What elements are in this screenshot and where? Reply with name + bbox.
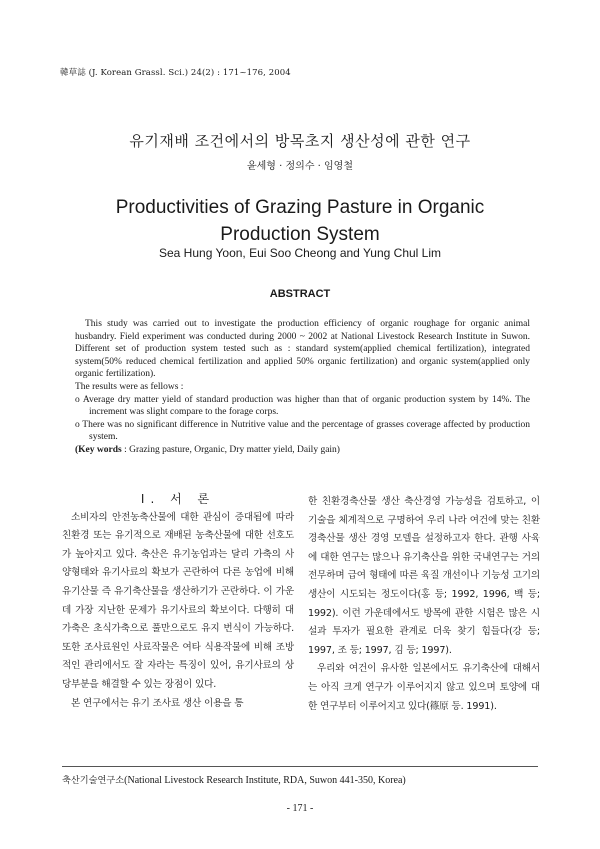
keywords [75,444,530,457]
journal-citation: 韓草誌 (J. Korean Grassl. Sci.) 24(2) : 171~176, 2004 [60,68,291,78]
abstract-result-item: o Average dry matter yield of standard production was higher than that of organic production system by 14%. The increment was slight compare to the forage corps. [75,394,530,418]
page-number: - 171 - [286,803,314,814]
korean-title: 유기재배 조건에서의 방목초지 생산성에 관한 연구 [129,132,471,150]
korean-authors: 윤세형 · 정의수 · 임영철 [246,161,353,172]
abstract-heading: ABSTRACT [269,288,331,300]
affiliation-korean: 축산기술연구소 [62,775,125,786]
keywords-text: : Grazing pasture, Organic, Dry matter yield, Daily gain) [121,444,340,455]
body-paragraph: 소비자의 안전농축산물에 대한 관심이 증대됨에 따라 친환경 또는 유기적으로 재배된 농축산물에 대한 선호도가 높아지고 있다. 축산은 유기농업과는 달리 가축의 사양형태와 유기사료의 확보가 곤란하여 다른 농업에 비해 유기산물 즉 유기축산물을 생산하기가 곤란하다. 이 가운데 가장 지난한 문제가 유기사료의 확보이다. 다행히 대가축은 초식가축으로 풀만으로도 유지 번식이 가능하다. 또한 조사료원인 사료작물은 여타 식용작물에 비해 조방적인 관리에서도 잘 자라는 특징이 있어, 유기사료의 상당부분을 해결할 수 있는 장점이 있다. [62,511,294,690]
abstract-body [75,318,530,457]
right-column [308,493,540,716]
english-title-line2: Production System [220,224,380,245]
english-title [110,194,490,248]
english-title-line1: Productivities of Grazing Pasture in Organic [115,197,485,218]
body-paragraph: 본 연구에서는 유기 조사료 생산 이용을 통 [71,697,244,709]
body-paragraph: 한 친환경축산물 생산 축산경영 가능성을 검토하고, 이 기술을 체계적으로 구명하여 우리 나라 여건에 맞는 친환경축산물 생산 경영 모델을 설정하고자 한다. 관행 사육에 대한 연구는 많으나 유기축산을 위한 국내연구는 거의 전무하며 급여 형태에 따른 육질 개선이나 기능성 고기의 생산이 시도되는 정도이다(홍 등; 1992, 1996, 백 등; 1992). 이런 가운데에서도 방목에 관한 시험은 많은 시설과 투자가 필요한 관계로 더욱 찾기 힘들다(강 등; 1997, 조 등; 1997, 김 등; 1997). [308,496,540,656]
abstract-results-intro: The results were as fellows : [75,381,184,392]
affiliation-footnote [62,772,406,786]
english-authors: Sea Hung Yoon, Eui Soo Cheong and Yung Chul Lim [159,246,441,260]
left-column [62,490,294,713]
abstract-result-item: o There was no significant difference in Nutritive value and the percentage of grasses coverage affected by production system. [75,419,530,443]
abstract-paragraph: This study was carried out to investigate the production efficiency of organic roughage for organic animal husbandry. Field experiment was conducted during 2000 ~ 2002 at National Livestock Research Institute in Suwon. Different set of production system tested such as : standard system(applied chemical fertilization), integrated system(50% reduced chemical fertilization and applied 50% organic fertilization) and organic system(applied only organic fertilization). [75,319,530,380]
section-heading-introduction: I. 서 론 [140,492,216,506]
affiliation-english: (National Livestock Research Institute, RDA, Suwon 441-350, Korea) [124,775,406,786]
keywords-label: (Key words [75,444,122,455]
footnote-divider [62,766,538,767]
body-paragraph: 우리와 여건이 유사한 일본에서도 유기축산에 대해서는 아직 크게 연구가 이루어지지 않고 있으며 토양에 대한 연구부터 이루어지고 있다(篠原 등. 1991). [308,663,540,712]
